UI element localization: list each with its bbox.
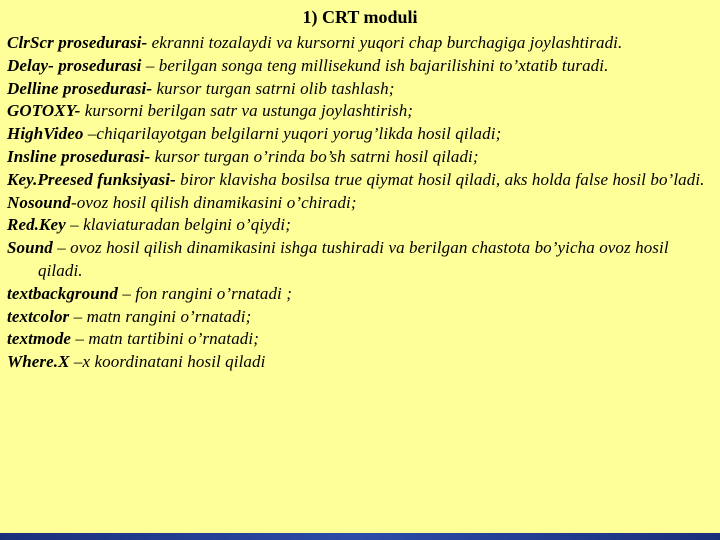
definition-term: Nosound — [7, 192, 72, 212]
definition-item — [7, 169, 715, 192]
definition-item — [7, 306, 715, 329]
definition-item — [7, 328, 715, 351]
definition-text: – matn tartibini o’rnatadi; — [71, 329, 259, 349]
definition-item — [7, 78, 715, 101]
definition-item — [7, 123, 715, 146]
definition-item — [7, 214, 715, 237]
definition-text: – fon rangini o’rnatadi ; — [117, 283, 292, 303]
definition-term: Sound — [7, 238, 53, 258]
definition-text: kursorni berilgan satr va ustunga joylashtirish; — [80, 101, 414, 121]
definition-term: GOTOXY- — [7, 101, 81, 121]
slide-title: 1) CRT moduli — [302, 7, 418, 27]
definition-term: Delay- prosedurasi — [7, 55, 142, 75]
definition-term: textmode — [7, 329, 72, 349]
definition-term: Red.Key — [7, 215, 66, 235]
definition-term: Where.X — [7, 352, 70, 372]
definition-text: – berilgan songa teng millisekund ish bajarilishini to’xtatib turadi. — [141, 55, 609, 75]
definition-item — [7, 237, 715, 283]
definition-term: ClrScr prosedurasi- — [7, 33, 148, 52]
definition-text: –chiqarilayotgan belgilarni yuqori yorug’likda hosil qiladi; — [83, 124, 502, 144]
definition-text: kursor turgan o’rinda bo’sh satrni hosil qiladi; — [150, 146, 479, 166]
definition-item — [7, 283, 715, 306]
definition-text: ekranni tozalaydi va kursorni yuqori chap burchagiga joylashtiradi. — [147, 33, 623, 52]
definition-term: textcolor — [7, 306, 70, 326]
definition-item — [7, 146, 715, 169]
definition-item — [7, 100, 715, 123]
definition-term: Delline prosedurasi- — [7, 78, 153, 98]
definition-text: – matn rangini o’rnatadi; — [69, 306, 252, 326]
definition-item — [7, 55, 715, 78]
definition-text: – ovoz hosil qilish dinamikasini ishga tushiradi va berilgan chastota bo’yicha ovoz hosil qiladi. — [38, 238, 669, 280]
definition-term: Key.Preesed funksiyasi- — [7, 169, 176, 189]
definition-term: Insline prosedurasi- — [7, 146, 151, 166]
definition-term: HighVideo — [7, 124, 84, 144]
bottom-bar — [0, 533, 720, 540]
definition-text: kursor turgan satrni olib tashlash; — [152, 78, 395, 98]
definition-text: – klaviaturadan belgini o’qiydi; — [65, 215, 291, 235]
definition-text: –x koordinatani hosil qiladi — [69, 352, 266, 372]
definition-term: textbackground — [7, 283, 118, 303]
definition-list — [7, 32, 715, 374]
definition-item — [7, 192, 715, 215]
definition-item — [7, 351, 715, 374]
definition-text: biror klavisha bosilsa true qiymat hosil qiladi, aks holda false hosil bo’ladi. — [175, 169, 705, 189]
definition-text: -ovoz hosil qilish dinamikasini o’chiradi; — [71, 192, 357, 212]
definition-item — [7, 32, 715, 55]
